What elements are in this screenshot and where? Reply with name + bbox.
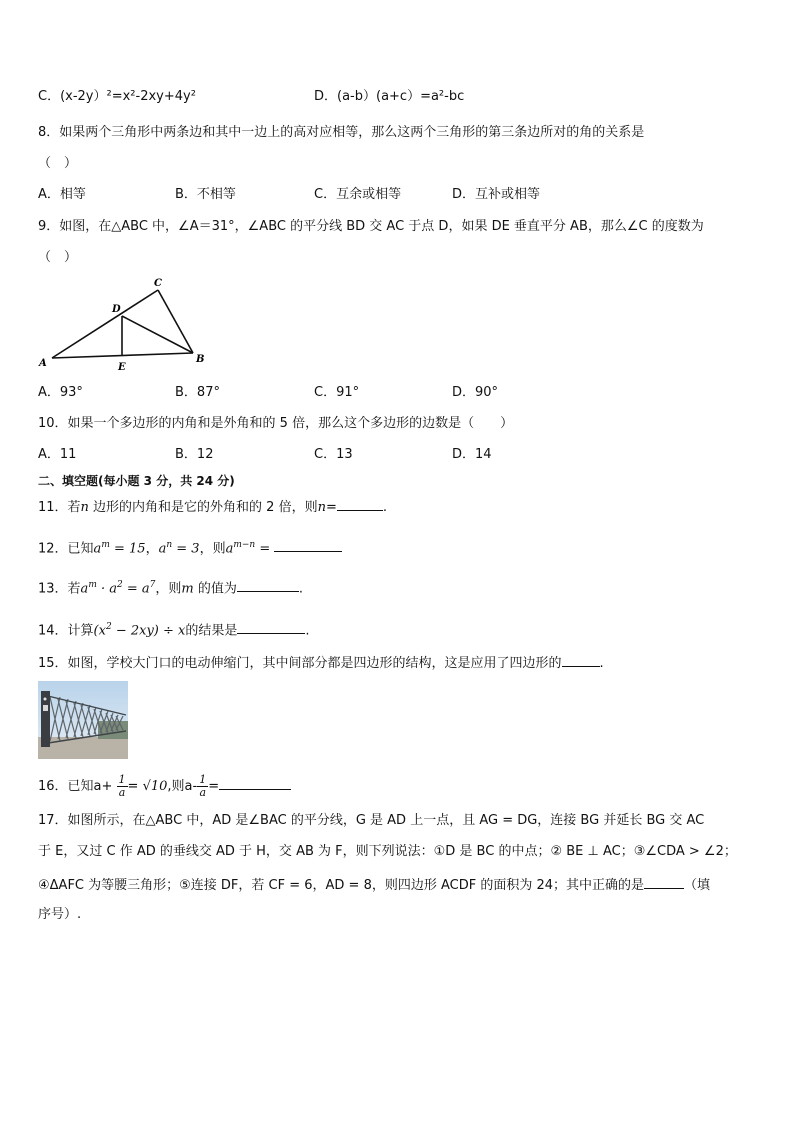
gate-photo <box>38 681 128 759</box>
q17-line4: 序号）. <box>38 907 82 922</box>
q10-option-b: B．12 <box>175 447 214 462</box>
answer-blank[interactable] <box>337 498 383 511</box>
q12: 12．已知$a^m = 15$，$a^n = 3$，则$a^{m-n}$ = <box>38 536 342 558</box>
q7-option-c: C．(x-2y）²=x²-2xy+4y² <box>38 89 196 104</box>
q8-paren: （ ） <box>38 156 78 171</box>
label-c: C <box>154 278 162 289</box>
section-title: 二、填空题(每小题 3 分，共 24 分) <box>38 474 235 488</box>
q8-stem: 8．如果两个三角形中两条边和其中一边上的高对应相等，那么这两个三角形的第三条边所对的角的关系是 <box>38 125 645 140</box>
q8-option-d: D．互补或相等 <box>452 187 541 202</box>
answer-blank[interactable] <box>237 579 299 592</box>
q9-option-d: D．90° <box>452 385 499 400</box>
label-b: B <box>196 354 205 365</box>
q8-option-b: B．不相等 <box>175 187 236 202</box>
q10-option-a: A．11 <box>38 447 77 462</box>
q10-option-d: D．14 <box>452 447 492 462</box>
q9-option-a: A．93° <box>38 385 83 400</box>
answer-blank[interactable] <box>219 777 291 790</box>
answer-blank[interactable] <box>562 654 600 667</box>
q17-line1: 17．如图所示，在△ABC 中，AD 是∠BAC 的平分线，G 是 AD 上一点，且 AG = DG，连接 BG 并延长 BG 交 AC <box>38 813 705 828</box>
q17-line3: ④ΔAFC 为等腰三角形；⑤连接 DF，若 CF = 6，AD = 8，则四边形 ACDF 的面积为 24；其中正确的是 （填 <box>38 878 711 893</box>
q9-option-c: C．91° <box>314 385 360 400</box>
triangle-figure <box>36 276 216 372</box>
fraction-one-over-a: $\frac{1}{a}$ <box>118 773 126 799</box>
q9-paren: （ ） <box>38 250 78 265</box>
q7-option-d: D．(a-b）(a+c）=a²-bc <box>314 89 465 104</box>
label-d: D <box>112 304 121 315</box>
q10-stem: 10．如果一个多边形的内角和是外角和的 5 倍，那么这个多边形的边数是（ ） <box>38 416 514 431</box>
q16: 16．已知a+ $\frac{1}{a}$ = √10,则a- $\frac{1}{a}$ = <box>38 774 291 800</box>
q17-line2: 于 E，又过 C 作 AD 的垂线交 AD 于 H，交 AB 为 F，则下列说法：①D 是 BC 的中点；② BE ⊥ AC；③∠CDA > ∠2； <box>38 844 737 859</box>
q8-option-a: A．相等 <box>38 187 86 202</box>
q9-option-b: B．87° <box>175 385 220 400</box>
q9-stem: 9．如图，在△ABC 中，∠A＝31°，∠ABC 的平分线 BD 交 AC 于点 D，如果 DE 垂直平分 AB，那么∠C 的度数为 <box>38 219 704 234</box>
answer-blank[interactable] <box>274 539 342 552</box>
answer-blank[interactable] <box>644 876 684 889</box>
q8-option-c: C．互余或相等 <box>314 187 402 202</box>
q14: 14．计算$(x^2 - 2xy) \div x$的结果是 . <box>38 622 310 639</box>
q15: 15．如图，学校大门口的电动伸缩门，其中间部分都是四边形的结构，这是应用了四边形的 . <box>38 656 604 671</box>
q13: 13．若$a^m \cdot a^2 = a^7$，则m 的值为 . <box>38 580 304 597</box>
q11: 11．若n 边形的内角和是它的外角和的 2 倍，则n= . <box>38 500 388 515</box>
q10-option-c: C．13 <box>314 447 353 462</box>
fraction-one-over-a-2: $\frac{1}{a}$ <box>199 773 207 799</box>
answer-blank[interactable] <box>237 621 305 634</box>
label-a: A <box>39 358 47 369</box>
label-e: E <box>118 362 126 372</box>
